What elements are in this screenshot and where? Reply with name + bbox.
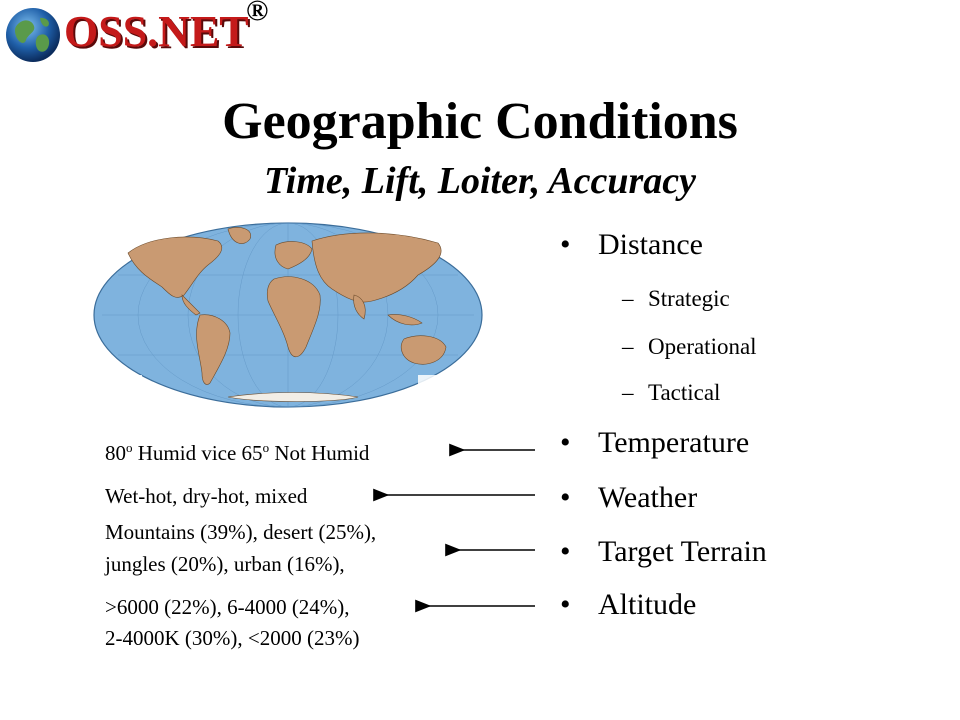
registered-mark: ® (246, 0, 269, 27)
note-altitude-line1: >6000 (22%), 6-4000 (24%), (105, 595, 350, 619)
page-subtitle: Time, Lift, Loiter, Accuracy (264, 160, 696, 202)
subitem-operational: – Operational (622, 334, 757, 359)
bullet-distance: • Distance (560, 228, 703, 261)
note-temperature: 80$^o$ Humid vice 65$^o$ Not Humid (105, 440, 370, 465)
note-weather: Wet-hot, dry-hot, mixed (105, 484, 308, 508)
note-terrain-line2: jungles (20%), urban (16%), (105, 552, 345, 576)
bullet-altitude: • Altitude (560, 588, 697, 621)
page-title: Geographic Conditions (222, 93, 738, 150)
subitem-tactical: – Tactical (622, 380, 721, 405)
note-terrain-line1: Mountains (39%), desert (25%), (105, 520, 377, 544)
bullet-weather: • Weather (560, 481, 698, 514)
bullet-target-terrain: • Target Terrain (560, 535, 767, 568)
bullet-dot: • (560, 228, 571, 261)
subitem-strategic: – Strategic (622, 286, 730, 311)
note-altitude-line2: 2-4000K (30%), <2000 (23%) (105, 626, 360, 650)
logo-text: OSS.NET (64, 7, 249, 56)
bullet-temperature: • Temperature (560, 426, 750, 459)
